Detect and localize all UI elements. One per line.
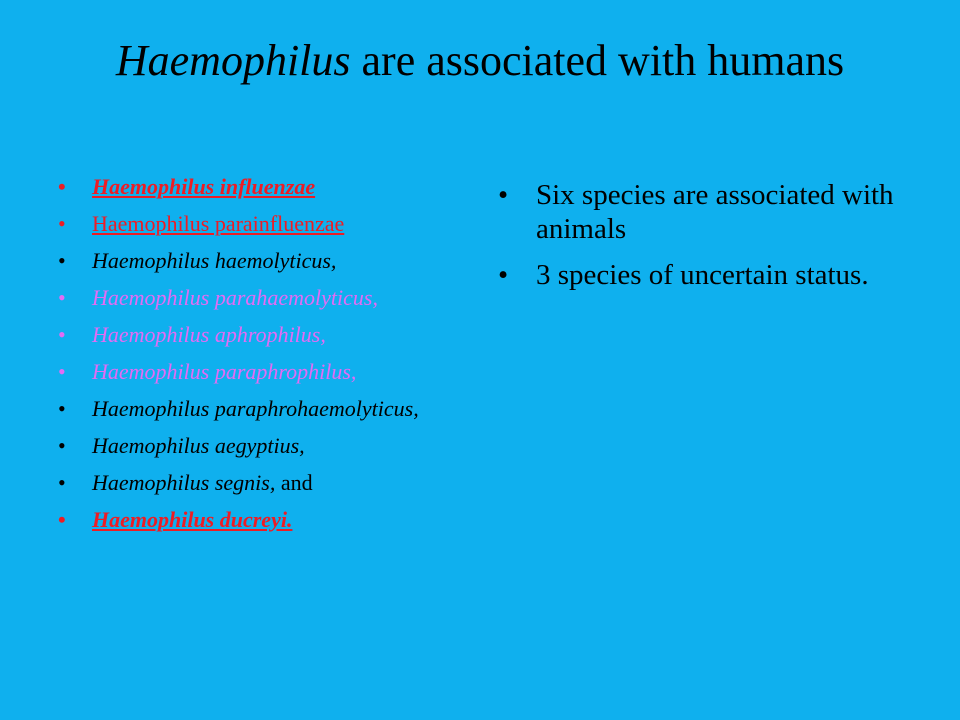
bullet-text: Six species are associated with animals xyxy=(536,179,894,245)
bullet-text: 3 species of uncertain status. xyxy=(536,259,869,291)
species-name: Haemophilus influenzae xyxy=(92,174,316,199)
other-species-list xyxy=(498,178,918,304)
species-name: Haemophilus paraphrophilus, xyxy=(92,359,357,384)
bullet-icon: • xyxy=(58,285,66,310)
species-name: Haemophilus aegyptius, xyxy=(92,433,305,458)
bullet-icon: • xyxy=(58,507,66,532)
list-item xyxy=(58,248,478,273)
bullet-icon: • xyxy=(58,174,66,199)
bullet-icon: • xyxy=(58,322,66,347)
list-item xyxy=(498,178,918,246)
bullet-icon: • xyxy=(58,211,66,236)
species-name: Haemophilus parahaemolyticus, xyxy=(92,285,378,310)
list-item xyxy=(58,507,478,532)
bullet-icon: • xyxy=(58,433,66,458)
human-species-list xyxy=(58,174,478,544)
bullet-icon: • xyxy=(58,470,66,495)
bullet-icon: • xyxy=(58,359,66,384)
species-name: Haemophilus ducreyi. xyxy=(92,507,293,532)
species-suffix: and xyxy=(275,470,313,495)
species-name: Haemophilus aphrophilus, xyxy=(92,322,326,347)
bullet-icon: • xyxy=(498,179,509,211)
list-item xyxy=(58,433,478,458)
list-item xyxy=(58,396,478,421)
slide-title-genus: Haemophilus xyxy=(115,36,351,85)
list-item xyxy=(58,322,478,347)
bullet-icon: • xyxy=(498,259,509,291)
species-name: Haemophilus parainfluenzae xyxy=(92,211,345,236)
species-name: Haemophilus segnis, xyxy=(92,470,276,495)
list-item xyxy=(58,285,478,310)
slide-title-rest: are associated with humans xyxy=(350,36,845,85)
list-item xyxy=(498,258,918,292)
bullet-icon: • xyxy=(58,396,66,421)
slide-title xyxy=(40,34,920,88)
species-name: Haemophilus haemolyticus, xyxy=(92,248,337,273)
list-item xyxy=(58,174,478,199)
list-item xyxy=(58,359,478,384)
list-item xyxy=(58,211,478,236)
bullet-icon: • xyxy=(58,248,66,273)
species-name: Haemophilus paraphrohaemolyticus, xyxy=(92,396,419,421)
list-item xyxy=(58,470,478,495)
